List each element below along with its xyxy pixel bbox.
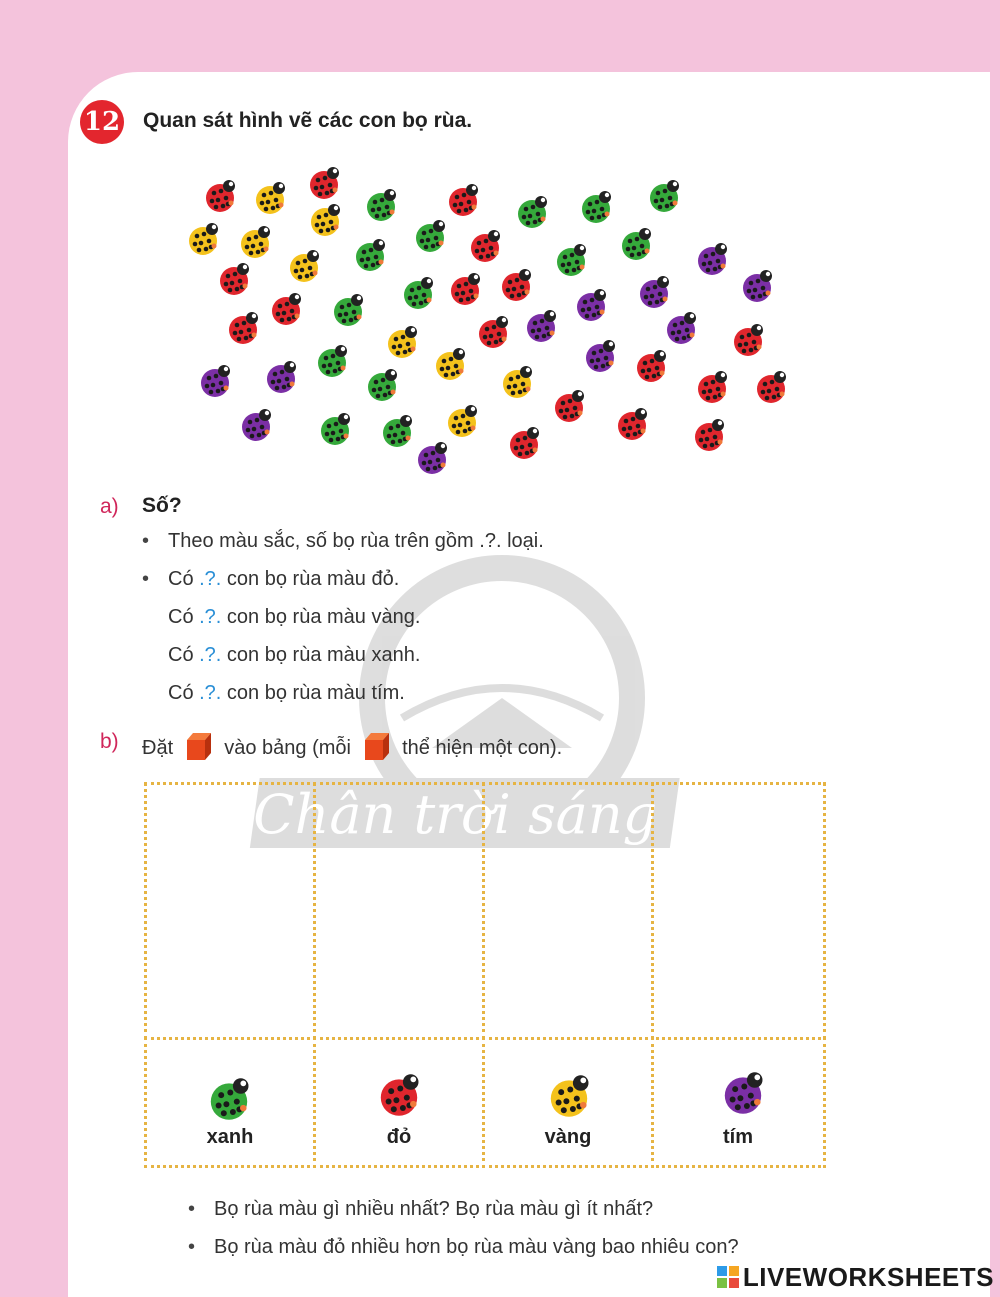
- purple-suffix: con bọ rùa màu tím.: [221, 682, 405, 704]
- part-b-instruction: [142, 730, 562, 762]
- watermark-text: Chân trời sáng tạo: [253, 783, 761, 846]
- page-edge: [990, 72, 1000, 1297]
- green-count-line: [168, 644, 420, 667]
- green-prefix: Có: [168, 644, 200, 666]
- yellow-suffix: con bọ rùa màu vàng.: [221, 606, 421, 628]
- part-b-label: b): [100, 730, 119, 753]
- column-label-vang: vàng: [544, 1126, 592, 1148]
- drop-cell-do[interactable]: [313, 782, 485, 1040]
- red-prefix: Có: [168, 568, 200, 590]
- part-b-text-1: Đặt: [142, 737, 174, 759]
- question-2-text: Bọ rùa màu đỏ nhiều hơn bọ rùa màu vàng bao nhiêu con?: [214, 1236, 739, 1258]
- bullet-dot: •: [142, 530, 150, 552]
- purple-prefix: Có: [168, 682, 200, 704]
- column-label-do: đỏ: [386, 1126, 412, 1148]
- column-label-xanh: xanh: [206, 1126, 254, 1148]
- bullet-dot: •: [142, 568, 150, 590]
- liveworksheets-brand: [717, 1262, 994, 1293]
- column-label-tim: tím: [723, 1126, 753, 1148]
- green-suffix: con bọ rùa màu xanh.: [221, 644, 421, 666]
- red-suffix: con bọ rùa màu đỏ.: [221, 568, 400, 590]
- bullet-dot: •: [188, 1198, 196, 1220]
- exercise-number-badge: 12: [80, 100, 124, 144]
- drop-cell-xanh[interactable]: [144, 782, 316, 1040]
- purple-count-line: [168, 682, 405, 705]
- orange-cube-icon[interactable]: [183, 730, 215, 762]
- purple-count-blank[interactable]: .?.: [199, 682, 222, 704]
- part-a-heading: Số?: [142, 494, 182, 517]
- green-count-blank[interactable]: .?.: [199, 644, 222, 666]
- orange-cube-icon[interactable]: [361, 730, 393, 762]
- question-1: [188, 1198, 653, 1221]
- liveworksheets-logo-icon: [717, 1266, 739, 1288]
- part-b-text-2: vào bảng (mỗi: [224, 737, 351, 759]
- red-count-line: [142, 568, 399, 591]
- pictograph-table: [144, 782, 826, 1168]
- drop-cell-tim[interactable]: [651, 782, 826, 1040]
- yellow-count-line: [168, 606, 420, 629]
- red-count-blank[interactable]: .?.: [199, 568, 222, 590]
- yellow-count-blank[interactable]: .?.: [199, 606, 222, 628]
- part-a-bullet-1: [142, 530, 544, 553]
- yellow-prefix: Có: [168, 606, 200, 628]
- drop-cell-vang[interactable]: [482, 782, 654, 1040]
- bullet-dot: •: [188, 1236, 196, 1258]
- question-1-text: Bọ rùa màu gì nhiều nhất? Bọ rùa màu gì ít nhất?: [214, 1198, 654, 1220]
- brand-text: LIVEWORKSHEETS: [742, 1262, 994, 1292]
- part-a-label: a): [100, 495, 119, 518]
- question-2: [188, 1236, 739, 1259]
- bullet-1-text: Theo màu sắc, số bọ rùa trên gồm .?. loại.: [168, 530, 544, 552]
- exercise-title: Quan sát hình vẽ các con bọ rùa.: [143, 109, 473, 132]
- part-b-text-3: thể hiện một con).: [402, 737, 563, 759]
